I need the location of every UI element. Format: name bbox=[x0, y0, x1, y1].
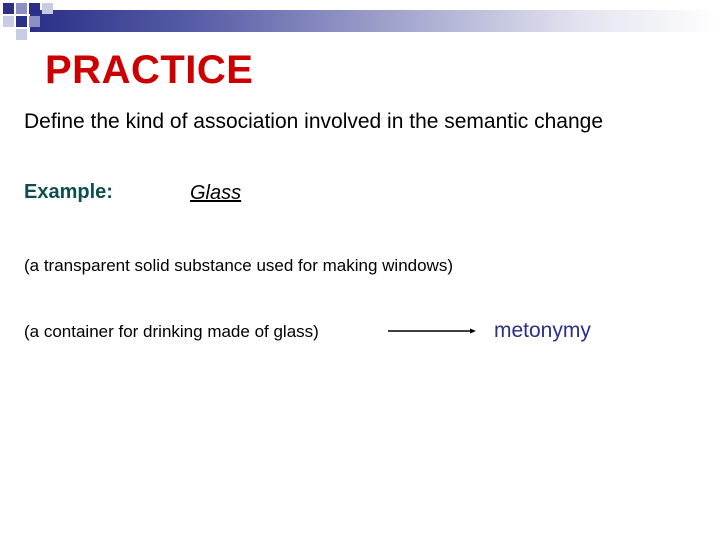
right-arrow-icon bbox=[386, 324, 478, 338]
instruction-text: Define the kind of association involved in the semantic change bbox=[24, 110, 604, 133]
corner-square bbox=[16, 3, 27, 14]
corner-square bbox=[16, 29, 27, 40]
corner-square bbox=[29, 3, 40, 14]
header-gradient-bar bbox=[30, 10, 720, 32]
corner-square bbox=[16, 16, 27, 27]
new-meaning-text: (a container for drinking made of glass) bbox=[24, 322, 319, 341]
corner-square bbox=[29, 16, 40, 27]
corner-square bbox=[3, 16, 14, 27]
example-word: Glass bbox=[190, 182, 242, 204]
corner-square bbox=[3, 3, 14, 14]
result-label: metonymy bbox=[494, 319, 591, 342]
corner-square bbox=[42, 3, 53, 14]
example-label: Example: bbox=[24, 181, 113, 203]
original-meaning-text: (a transparent solid substance used for making windows) bbox=[24, 256, 453, 275]
slide-title: PRACTICE bbox=[45, 48, 254, 92]
